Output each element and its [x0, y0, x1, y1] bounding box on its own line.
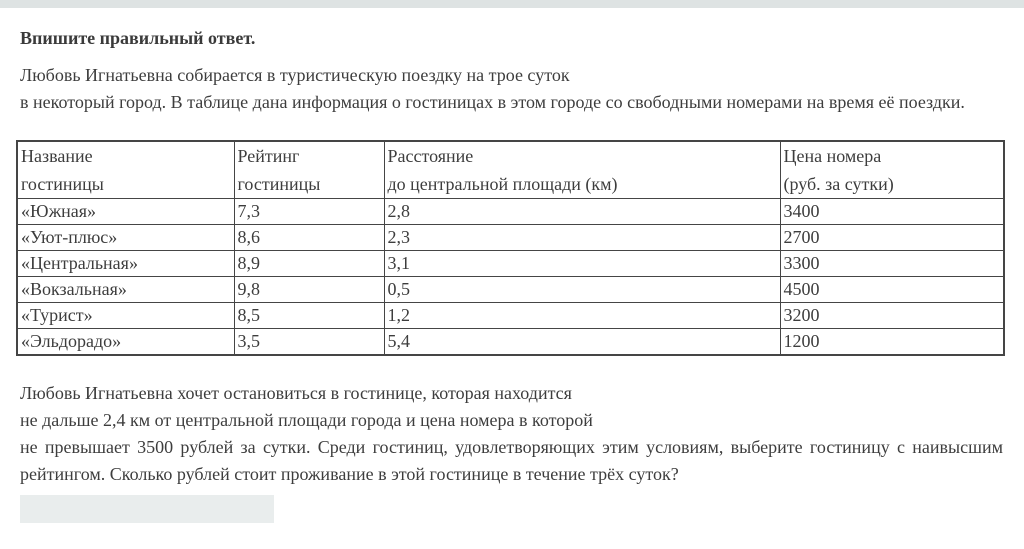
- price-cell: 3300: [780, 251, 1004, 277]
- question-page: [20, 27, 1003, 523]
- question-line-3: не превышает 3500 рублей за сутки. Среди гостиниц, удовлетворяющих этим условиям, выберите гостиницу с наивысшим: [20, 437, 1003, 457]
- distance-cell: 1,2: [384, 303, 780, 329]
- table-row: [17, 251, 1004, 277]
- col-header-distance: Расстояние до центральной площади (км): [384, 141, 780, 199]
- rating-cell: 8,5: [234, 303, 384, 329]
- table-row: [17, 225, 1004, 251]
- page-title: Впишите правильный ответ.: [20, 28, 256, 48]
- table-row: [17, 329, 1004, 356]
- intro-paragraph: [20, 62, 1003, 116]
- answer-input[interactable]: [20, 495, 274, 523]
- distance-cell: 0,5: [384, 277, 780, 303]
- hotel-name-cell: «Уют-плюс»: [17, 225, 234, 251]
- rating-cell: 9,8: [234, 277, 384, 303]
- col-header-price: Цена номера (руб. за сутки): [780, 141, 1004, 199]
- price-cell: 3200: [780, 303, 1004, 329]
- price-cell: 3400: [780, 199, 1004, 225]
- rating-cell: 3,5: [234, 329, 384, 356]
- rating-cell: 8,6: [234, 225, 384, 251]
- top-bar: [0, 0, 1024, 8]
- intro-line-2: в некоторый город. В таблице дана информация о гостиницах в этом городе со свободными номерами на время её поездки.: [20, 92, 965, 112]
- hotel-name-cell: «Вокзальная»: [17, 277, 234, 303]
- distance-cell: 5,4: [384, 329, 780, 356]
- table-row: [17, 303, 1004, 329]
- table-row: [17, 277, 1004, 303]
- hotels-table: [16, 140, 1005, 356]
- intro-line-1: Любовь Игнатьевна собирается в туристическую поездку на трое суток: [20, 65, 570, 85]
- price-cell: 1200: [780, 329, 1004, 356]
- table-header-row: [17, 141, 1004, 199]
- hotel-name-cell: «Центральная»: [17, 251, 234, 277]
- question-paragraph: [20, 380, 1003, 488]
- distance-cell: 3,1: [384, 251, 780, 277]
- price-cell: 2700: [780, 225, 1004, 251]
- distance-cell: 2,3: [384, 225, 780, 251]
- col-header-rating: Рейтинг гостиницы: [234, 141, 384, 199]
- rating-cell: 8,9: [234, 251, 384, 277]
- distance-cell: 2,8: [384, 199, 780, 225]
- hotel-name-cell: «Южная»: [17, 199, 234, 225]
- hotel-name-cell: «Турист»: [17, 303, 234, 329]
- table-row: [17, 199, 1004, 225]
- question-line-1: Любовь Игнатьевна хочет остановиться в гостинице, которая находится: [20, 383, 572, 403]
- hotel-name-cell: «Эльдорадо»: [17, 329, 234, 356]
- price-cell: 4500: [780, 277, 1004, 303]
- question-line-4: рейтингом. Сколько рублей стоит проживание в этой гостинице в течение трёх суток?: [20, 464, 679, 484]
- rating-cell: 7,3: [234, 199, 384, 225]
- question-line-2: не дальше 2,4 км от центральной площади города и цена номера в которой: [20, 410, 593, 430]
- col-header-hotel-name: Название гостиницы: [17, 141, 234, 199]
